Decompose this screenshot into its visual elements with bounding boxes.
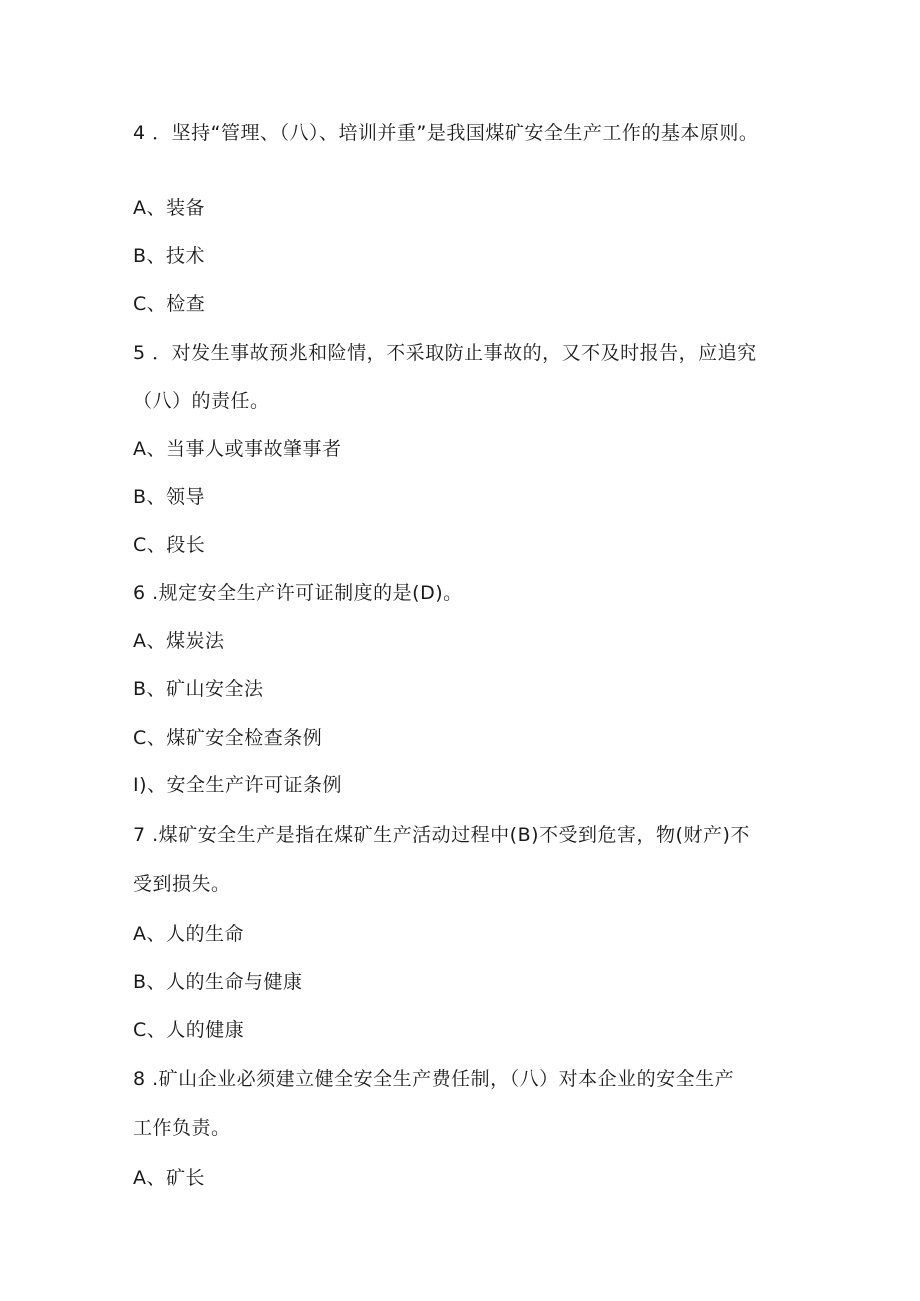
question-8-option-a: A、矿长 — [133, 1167, 205, 1189]
question-4-option-a: A、装备 — [133, 197, 205, 219]
question-5-option-b: B、领导 — [133, 486, 206, 508]
question-6-option-b: B、矿山安全法 — [133, 678, 264, 700]
question-4-stem-line-1: 4 ．坚持“管理、（八）、培训并重”是我国煤矿安全生产工作的基本原则。 — [133, 122, 759, 144]
question-8-stem-line-2: 工作负责。 — [133, 1117, 231, 1139]
question-7-option-a: A、人的生命 — [133, 923, 244, 945]
question-7-option-c: C、人的健康 — [133, 1019, 245, 1041]
question-7-option-b: B、人的生命与健康 — [133, 971, 303, 993]
question-5-stem-line-2: （八）的责任。 — [133, 390, 270, 412]
question-5-option-a: A、当事人或事故肇事者 — [133, 438, 342, 460]
question-4-option-c: C、检查 — [133, 293, 206, 315]
question-6-option-d: I)、安全生产许可证条例 — [133, 774, 343, 796]
question-6-stem-line-1: 6 .规定安全生产许可证制度的是(D)。 — [133, 582, 463, 604]
question-6-option-a: A、煤炭法 — [133, 630, 225, 652]
question-5-stem-line-1: 5 ．对发生事故预兆和险情，不采取防止事故的，又不及时报告，应追究 — [133, 342, 757, 364]
question-5-option-c: C、段长 — [133, 534, 206, 556]
question-4-option-b: B、技术 — [133, 245, 206, 267]
question-7-stem-line-1: 7 .煤矿安全生产是指在煤矿生产活动过程中(B)不受到危害，物(财产)不 — [133, 824, 750, 846]
question-7-stem-line-2: 受到损失。 — [133, 873, 231, 895]
question-8-stem-line-1: 8 .矿山企业必须建立健全安全生产费任制，（八）对本企业的安全生产 — [133, 1068, 735, 1090]
question-6-option-c: C、煤矿安全检查条例 — [133, 727, 323, 749]
